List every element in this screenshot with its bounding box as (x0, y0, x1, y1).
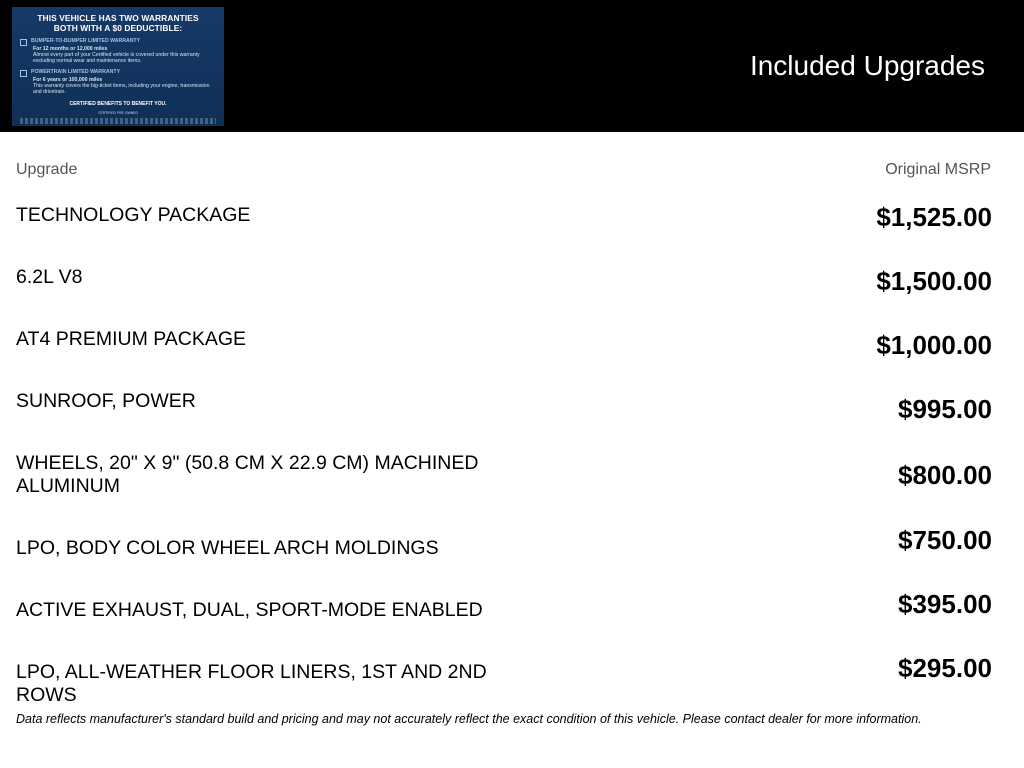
list-item (16, 328, 992, 393)
thumb-item-text: Almost every part of your Certified vehicle is covered under this warranty excluding normal wear and maintenance items. (33, 51, 200, 64)
list-item (16, 390, 992, 455)
checkbox-icon (20, 70, 27, 77)
upgrade-price: $1,525.00 (876, 202, 992, 232)
upgrade-price: $995.00 (898, 394, 992, 424)
upgrade-name: TECHNOLOGY PACKAGE (16, 204, 251, 226)
thumb-item-sub: For 6 years or 100,000 miles (33, 76, 103, 83)
thumb-item-sub: For 12 months or 12,000 miles (33, 45, 108, 52)
thumb-item-text: This warranty covers the big-ticket items, including your engine, transmission and drivetrain. (33, 82, 210, 96)
upgrade-price: $800.00 (898, 460, 992, 490)
upgrade-name: LPO, ALL-WEATHER FLOOR LINERS, 1ST AND 2ND ROWS (16, 661, 487, 706)
thumb-footer: CERTIFIED BENEFITS TO BENEFIT YOU. (69, 101, 167, 108)
upgrade-price: $1,000.00 (876, 330, 992, 360)
list-item (16, 266, 992, 331)
upgrade-price: $295.00 (898, 653, 992, 683)
page-header (0, 0, 1024, 132)
upgrade-name: ACTIVE EXHAUST, DUAL, SPORT-MODE ENABLED (16, 599, 483, 621)
upgrade-name: AT4 PREMIUM PACKAGE (16, 328, 247, 350)
thumb-logos: CERTIFIED PRE-OWNED (98, 111, 138, 116)
upgrade-name: 6.2L V8 (16, 266, 83, 288)
page-title: Included Upgrades (749, 50, 985, 81)
thumb-headline-2: BOTH WITH A $0 DEDUCTIBLE: (53, 23, 183, 33)
upgrade-name: LPO, BODY COLOR WHEEL ARCH MOLDINGS (16, 537, 439, 559)
thumb-headline-1: THIS VEHICLE HAS TWO WARRANTIES (37, 13, 199, 23)
thumb-warranty-item (20, 69, 216, 95)
upgrade-price: $395.00 (898, 589, 992, 619)
thumb-item-title: BUMPER-TO-BUMPER LIMITED WARRANTY (31, 38, 141, 44)
upgrade-name: SUNROOF, POWER (16, 390, 196, 412)
disclaimer-text: Data reflects manufacturer's standard build and pricing and may not accurately reflect the exact condition of this vehicle. Please contact dealer for more information. (16, 712, 922, 726)
thumb-warranty-item (20, 38, 216, 64)
list-item (16, 589, 992, 664)
column-header-msrp: Original MSRP (885, 161, 991, 178)
upgrade-price: $1,500.00 (876, 266, 992, 296)
list-item (16, 452, 992, 517)
thumb-item-title: POWERTRAIN LIMITED WARRANTY (31, 69, 121, 76)
upgrade-price: $750.00 (898, 525, 992, 555)
upgrade-name: WHEELS, 20" X 9" (50.8 CM X 22.9 CM) MACHINED ALUMINUM (16, 452, 479, 497)
list-item (16, 204, 992, 269)
warranty-thumbnail-image[interactable] (12, 7, 224, 126)
list-item (16, 525, 992, 602)
checkbox-icon (20, 39, 27, 46)
thumb-fine-print (20, 118, 216, 124)
column-header-upgrade: Upgrade (16, 161, 78, 178)
